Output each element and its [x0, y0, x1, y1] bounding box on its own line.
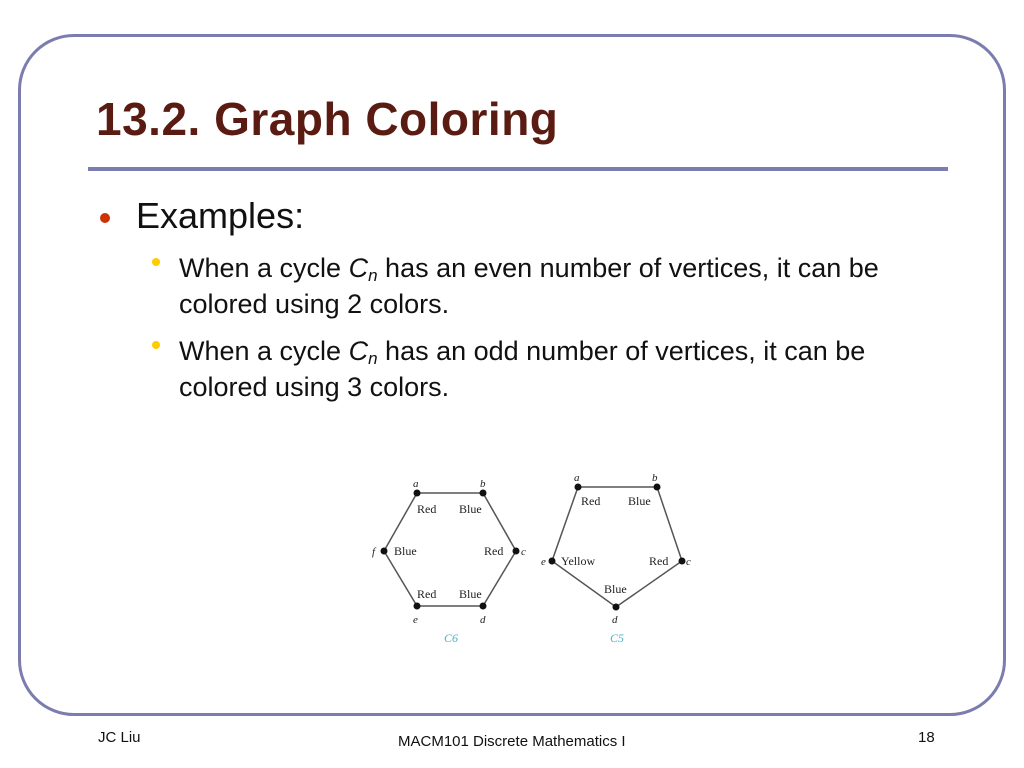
color-label: Red	[417, 502, 437, 516]
math-variable: C	[348, 336, 369, 366]
bullet-text: has an odd number of vertices, it can be colored using 3 colors.	[179, 336, 866, 402]
footer-author: JC Liu	[98, 729, 141, 746]
color-label: Blue	[604, 582, 627, 596]
math-subscript: n	[368, 349, 378, 368]
hexagon-caption: C6	[444, 631, 459, 645]
bullet-text: has an even number of vertices, it can be colored using 2 colors.	[179, 253, 879, 319]
vertex-label: b	[652, 472, 658, 484]
vertex-dot	[381, 548, 388, 555]
vertex-dot	[414, 490, 421, 497]
color-label: Red	[417, 587, 437, 601]
bullet-text: When a cycle	[179, 336, 349, 366]
vertex-dot	[613, 604, 620, 611]
vertex-label: e	[413, 614, 418, 626]
math-variable: C	[348, 253, 369, 283]
vertex-dot	[480, 490, 487, 497]
bullet-text: When a cycle	[179, 253, 349, 283]
vertex-label: a	[574, 472, 580, 484]
vertex-dot	[513, 548, 520, 555]
math-subscript: n	[368, 266, 378, 285]
vertex-dot	[679, 558, 686, 565]
vertex-label: d	[612, 614, 618, 626]
vertex-label: e	[541, 556, 546, 568]
slide-title: 13.2. Graph Coloring	[96, 93, 559, 145]
vertex-label: b	[480, 478, 486, 490]
vertex-label: c	[686, 556, 691, 568]
vertex-label: a	[413, 478, 419, 490]
pentagon-graph	[541, 472, 691, 645]
footer-page-number: 18	[918, 729, 935, 746]
vertex-dot	[414, 603, 421, 610]
color-label: Red	[581, 494, 601, 508]
pentagon-caption: C5	[610, 631, 625, 645]
footer-course: MACM101 Discrete Mathematics I	[398, 733, 626, 750]
color-label: Blue	[459, 502, 482, 516]
vertex-dot	[480, 603, 487, 610]
vertex-label: d	[480, 614, 486, 626]
vertex-label: c	[521, 546, 526, 558]
color-label: Red	[649, 554, 669, 568]
color-label: Blue	[459, 587, 482, 601]
color-label: Blue	[394, 544, 417, 558]
examples-heading: Examples:	[136, 195, 305, 236]
vertex-dot	[575, 484, 582, 491]
hexagon-graph	[372, 478, 526, 645]
vertex-label: f	[372, 546, 376, 558]
vertex-dot	[654, 484, 661, 491]
vertex-dot	[549, 558, 556, 565]
color-label: Yellow	[561, 554, 596, 568]
color-label: Blue	[628, 494, 651, 508]
color-label: Red	[484, 544, 504, 558]
